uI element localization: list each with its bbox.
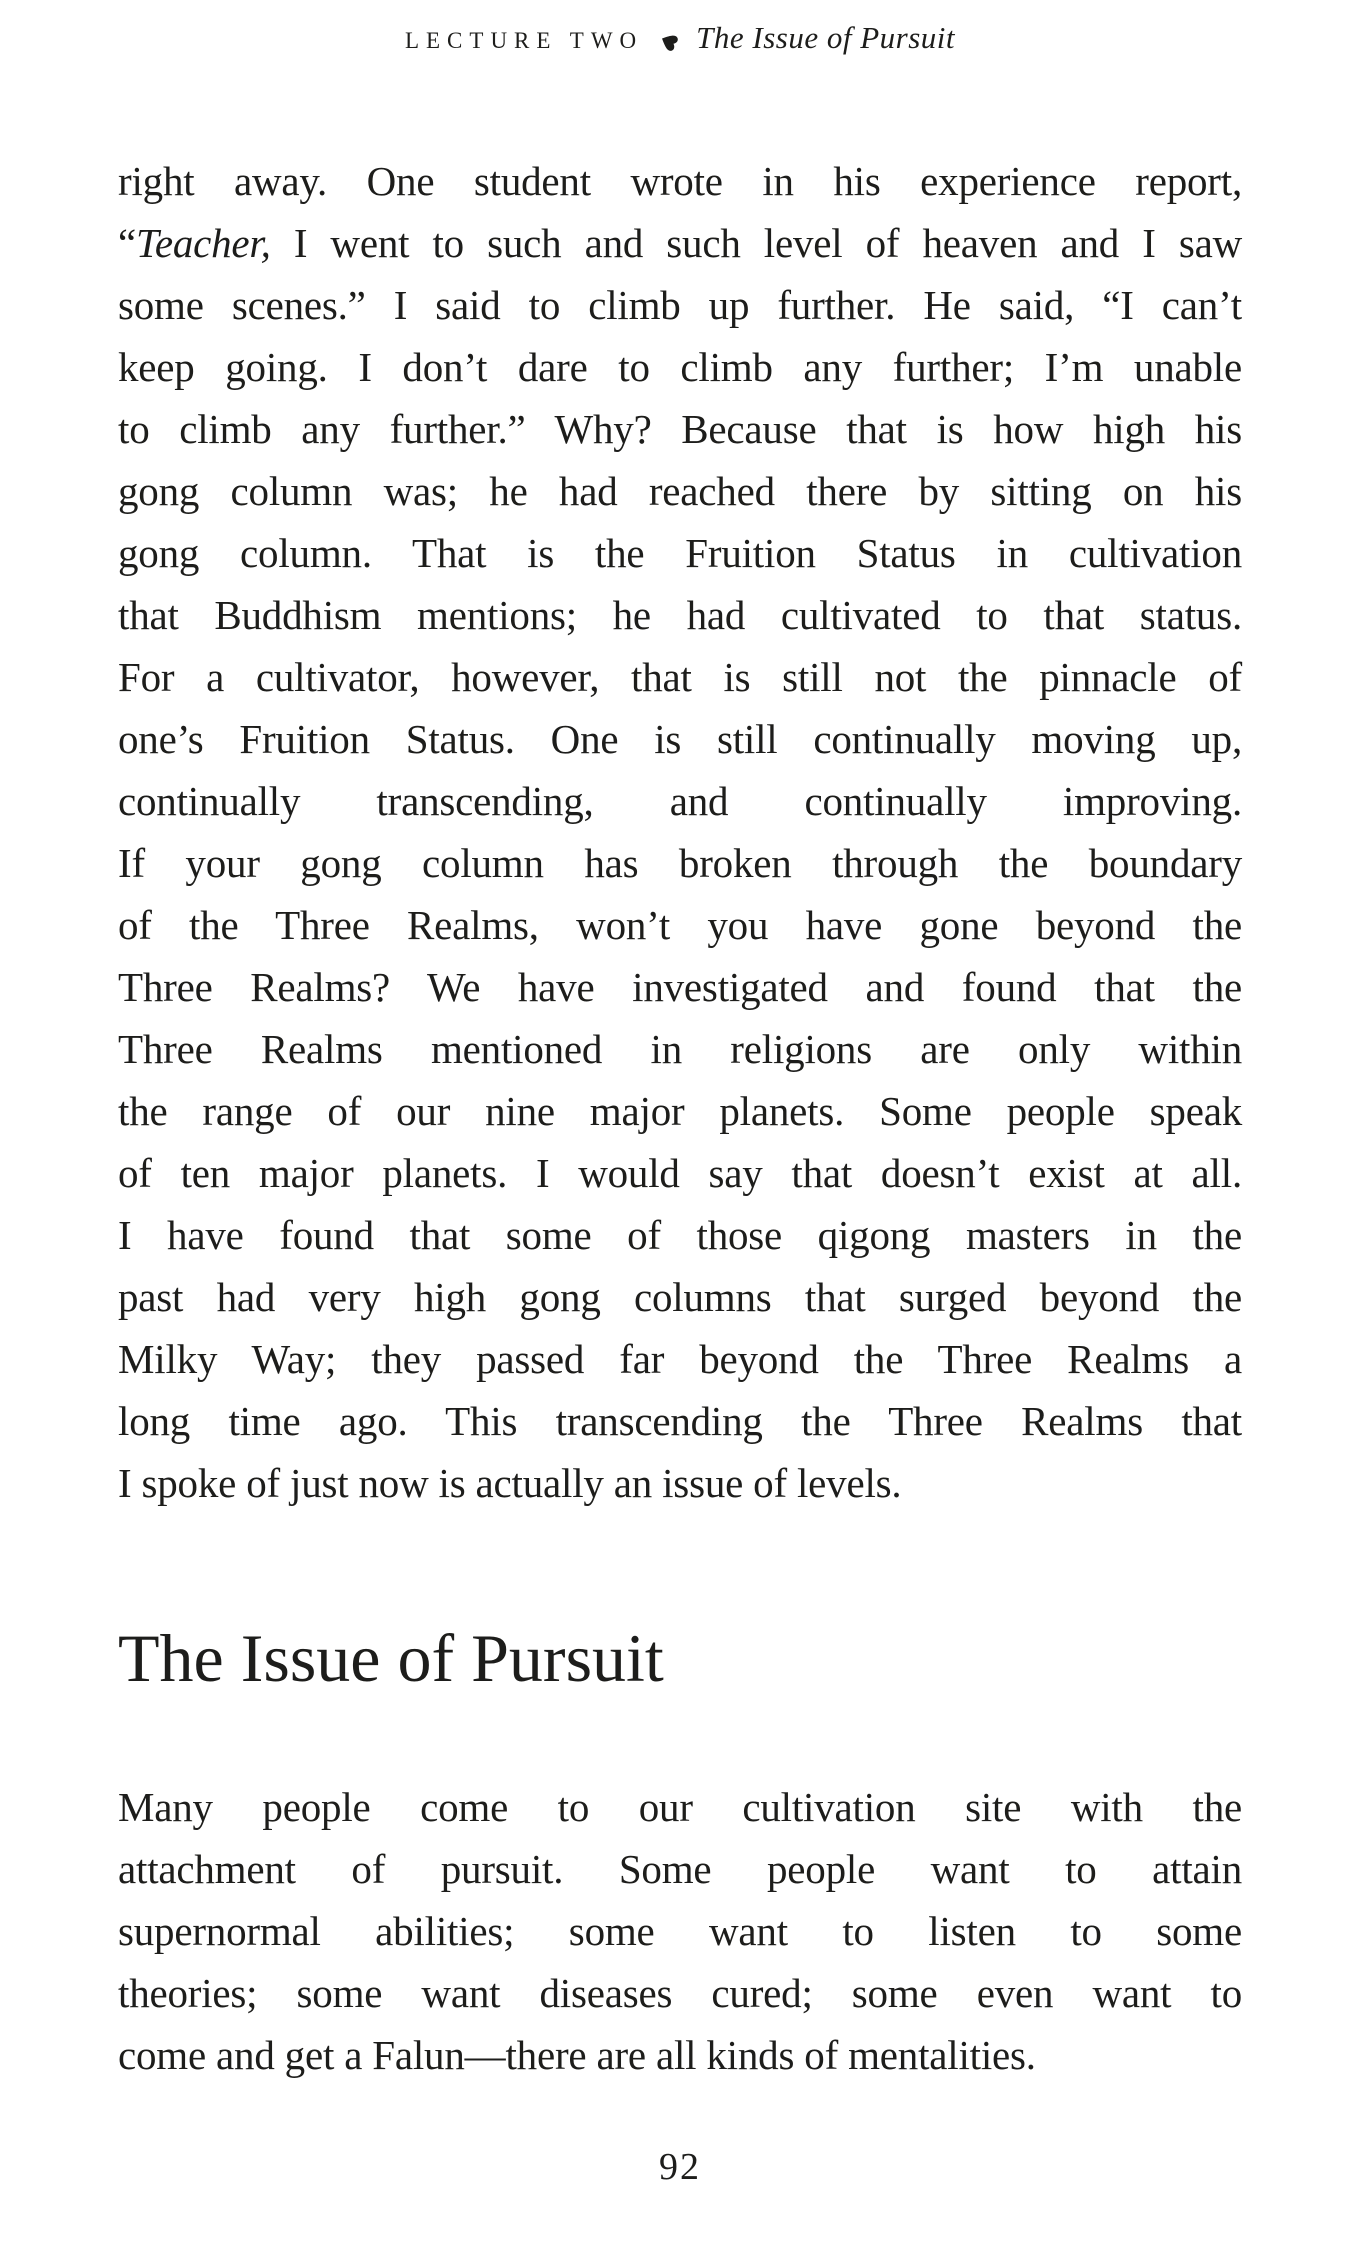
text-line: gong column was; he had reached there by sitting on his — [118, 468, 1242, 514]
section-heading: The Issue of Pursuit — [118, 1620, 664, 1696]
text-line: For a cultivator, however, that is still not the pinnacle of — [118, 654, 1242, 700]
text-line: the range of our nine major planets. Some people speak — [118, 1088, 1242, 1134]
text-line: right away. One student wrote in his experience report, — [118, 158, 1242, 204]
body-paragraph-continuation — [118, 150, 1242, 1514]
text-line: that Buddhism mentions; he had cultivated to that status. — [118, 592, 1242, 638]
running-header-lecture-label: LECTURE TWO — [404, 28, 644, 53]
text-line: Three Realms mentioned in religions are only within — [118, 1026, 1242, 1072]
text-line: to climb any further.” Why? Because that is how high his — [118, 406, 1242, 452]
hedera-leaf-ornament-icon — [656, 29, 681, 54]
text-line: Milky Way; they passed far beyond the Three Realms a — [118, 1336, 1242, 1382]
running-header — [0, 20, 1360, 56]
text-line: Many people come to our cultivation site with the — [118, 1784, 1242, 1830]
text-line: gong column. That is the Fruition Status in cultivation — [118, 530, 1242, 576]
text-line: of ten major planets. I would say that doesn’t exist at all. — [118, 1150, 1242, 1196]
text-line: I have found that some of those qigong masters in the — [118, 1212, 1242, 1258]
text-line: “Teacher, I went to such and such level of heaven and I saw — [118, 220, 1242, 266]
text-line: long time ago. This transcending the Three Realms that — [118, 1398, 1242, 1444]
text-line: theories; some want diseases cured; some even want to — [118, 1970, 1242, 2016]
text-line: keep going. I don’t dare to climb any further; I’m unable — [118, 344, 1242, 390]
text-line: of the Three Realms, won’t you have gone beyond the — [118, 902, 1242, 948]
text-line: one’s Fruition Status. One is still continually moving up, — [118, 716, 1242, 762]
text-line: I spoke of just now is actually an issue of levels. — [118, 1460, 902, 1506]
page-footer — [0, 2148, 1360, 2186]
text-block — [118, 150, 1242, 2086]
text-line: attachment of pursuit. Some people want to attain — [118, 1846, 1242, 1892]
text-line: If your gong column has broken through the boundary — [118, 840, 1242, 886]
text-line: continually transcending, and continually improving. — [118, 778, 1242, 824]
page-number: 92 — [659, 2146, 701, 2188]
running-header-chapter-title: The Issue of Pursuit — [696, 20, 956, 55]
text-line: Three Realms? We have investigated and found that the — [118, 964, 1242, 1010]
body-paragraph — [118, 1776, 1242, 2086]
text-line: come and get a Falun—there are all kinds of mentalities. — [118, 2032, 1036, 2078]
text-line: supernormal abilities; some want to listen to some — [118, 1908, 1242, 1954]
text-line: some scenes.” I said to climb up further. He said, “I can’t — [118, 282, 1242, 328]
text-line: past had very high gong columns that surged beyond the — [118, 1274, 1242, 1320]
